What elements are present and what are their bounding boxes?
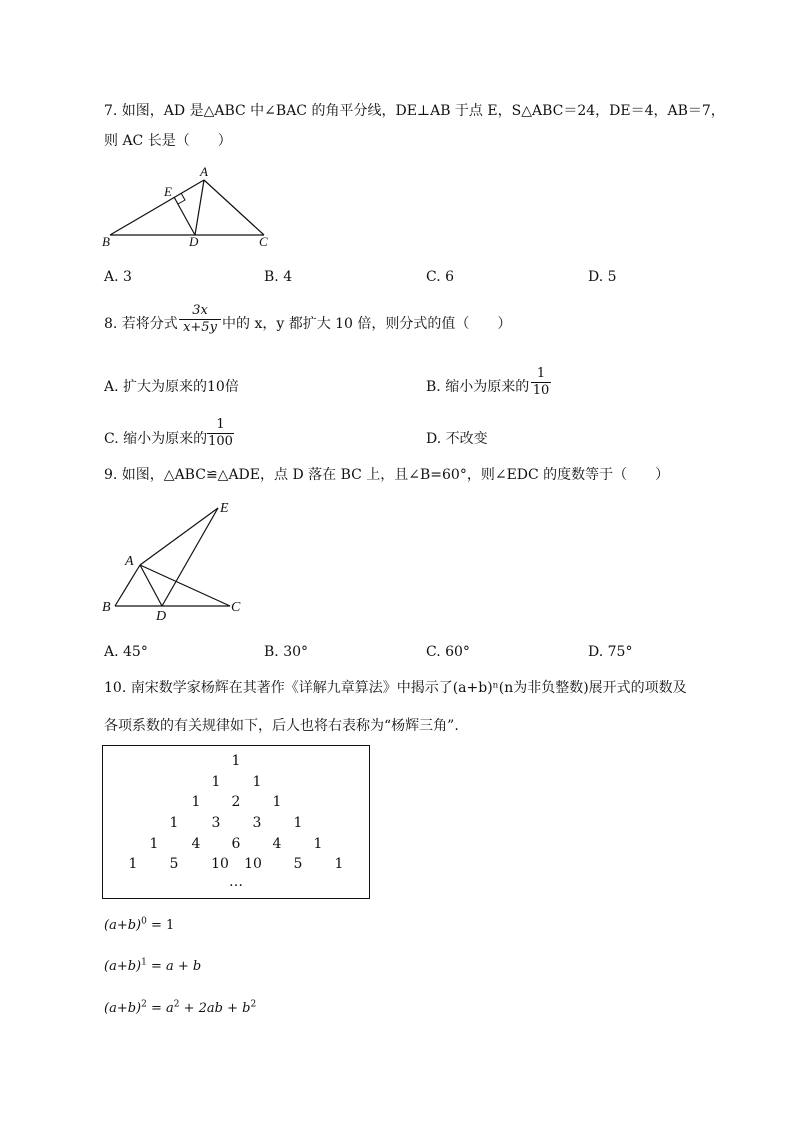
triangle-cell: 2 xyxy=(231,794,241,810)
formula-1-lhs: (a+b) xyxy=(104,959,142,974)
q8-option-c-den: 100 xyxy=(208,434,233,449)
q7-stem-line2: 则 AC 长是（ ） xyxy=(104,133,232,149)
q9-option-b: B. 30° xyxy=(264,644,309,660)
q9-option-a: A. 45° xyxy=(104,644,148,660)
q8-option-b-num: 1 xyxy=(531,366,551,383)
triangle-cell: 3 xyxy=(252,815,262,831)
triangle-cell: 10 xyxy=(244,856,262,872)
q9-label-b: B xyxy=(102,600,111,615)
q7-option-d: D. 5 xyxy=(588,269,617,285)
formula-2-rhs-tail: + 2ab + b xyxy=(179,1001,251,1016)
q7-label-c: C xyxy=(259,234,268,249)
triangle-cell: 1 xyxy=(191,794,201,810)
q8-option-d: D. 不改变 xyxy=(426,431,488,447)
q7-label-a: A xyxy=(200,164,208,179)
formula-2-rhs: = a xyxy=(146,1001,174,1016)
q9-label-c: C xyxy=(231,600,241,615)
q10-stem-line2: 各项系数的有关规律如下，后人也将右表称为“杨辉三角”. xyxy=(104,718,459,734)
q9-option-d: D. 75° xyxy=(588,644,633,660)
triangle-cell: 1 xyxy=(334,856,344,872)
triangle-cell: 1 xyxy=(272,794,282,810)
q7-label-d: D xyxy=(189,234,199,249)
triangle-cell: 1 xyxy=(293,815,303,831)
formula-0-rhs: = 1 xyxy=(146,918,175,933)
q8-stem-post: 中的 x，y 都扩大 10 倍，则分式的值（ ） xyxy=(222,316,512,332)
q7-label-b: B xyxy=(102,234,110,249)
q8-option-a: A. 扩大为原来的10倍 xyxy=(104,379,239,395)
q7-option-a: A. 3 xyxy=(104,269,132,285)
q8-fraction-denominator: x+5y xyxy=(183,320,217,335)
q9-stem: 9. 如图，△ABC≌△ADE，点 D 落在 BC 上，且∠B=60°，则∠EDC 的度数等于（ ） xyxy=(104,467,670,483)
yang-hui-triangle-table xyxy=(102,745,370,899)
q9-segment-ed xyxy=(162,508,218,606)
formula-2-rhs-exp: 2 xyxy=(173,999,180,1010)
triangle-cell: 10 xyxy=(211,856,229,872)
triangle-cell: 1 xyxy=(169,815,179,831)
triangle-cell: 1 xyxy=(128,856,138,872)
triangle-cell: 1 xyxy=(252,774,262,790)
formula-1-exp: 1 xyxy=(141,957,147,968)
triangle-cell: 1 xyxy=(231,753,241,769)
triangle-cell: 5 xyxy=(169,856,179,872)
q8-option-b-label: B. 缩小为原来的 xyxy=(426,379,530,395)
formula-0-exp: 0 xyxy=(141,916,147,927)
formula-2-tail-exp: 2 xyxy=(250,999,257,1010)
formula-0-lhs: (a+b) xyxy=(104,918,142,933)
q8-stem-pre: 8. 若将分式 xyxy=(104,316,178,332)
triangle-cell: 5 xyxy=(293,856,303,872)
triangle-ellipsis: … xyxy=(229,874,243,890)
q9-label-d: D xyxy=(156,609,167,624)
q9-segment-ae xyxy=(140,508,218,565)
triangle-cell: 1 xyxy=(149,836,159,852)
triangle-cell: 6 xyxy=(231,836,241,852)
triangle-cell: 1 xyxy=(211,774,221,790)
formula-power-1 xyxy=(104,958,201,976)
q7-option-b: B. 4 xyxy=(264,269,293,285)
q8-option-c-num: 1 xyxy=(207,417,234,434)
q7-label-e: E xyxy=(164,184,172,199)
triangle-cell: 1 xyxy=(313,836,323,852)
q9-segment-ad xyxy=(140,565,162,606)
q7-stem-line1: 7. 如图，AD 是△ABC 中∠BAC 的角平分线，DE⊥AB 于点 E，S△ABC＝24，DE＝4，AB＝7， xyxy=(104,103,725,119)
q7-option-c: C. 6 xyxy=(426,269,455,285)
triangle-cell: 4 xyxy=(191,836,201,852)
q10-stem-line1: 10. 南宋数学家杨辉在其著作《详解九章算法》中揭示了(a+b)ⁿ(n为非负整数)展开式的项数及 xyxy=(104,680,687,696)
triangle-cell: 4 xyxy=(272,836,282,852)
q8-option-b-den: 10 xyxy=(532,383,550,398)
formula-2-exp: 2 xyxy=(141,999,147,1010)
q8-fraction-numerator: 3x xyxy=(179,303,221,320)
triangle-cell: 3 xyxy=(211,815,221,831)
q8-option-c-label: C. 缩小为原来的 xyxy=(104,431,208,447)
q9-segment-ac xyxy=(140,565,230,606)
q9-label-e: E xyxy=(220,501,229,516)
q9-label-a: A xyxy=(125,554,134,569)
q9-option-c: C. 60° xyxy=(426,644,470,660)
formula-2-lhs: (a+b) xyxy=(104,1001,142,1016)
formula-power-2 xyxy=(104,1000,256,1018)
formula-1-rhs: = a + b xyxy=(146,959,202,974)
q9-segment-ab xyxy=(115,565,140,606)
formula-power-0 xyxy=(104,917,174,935)
